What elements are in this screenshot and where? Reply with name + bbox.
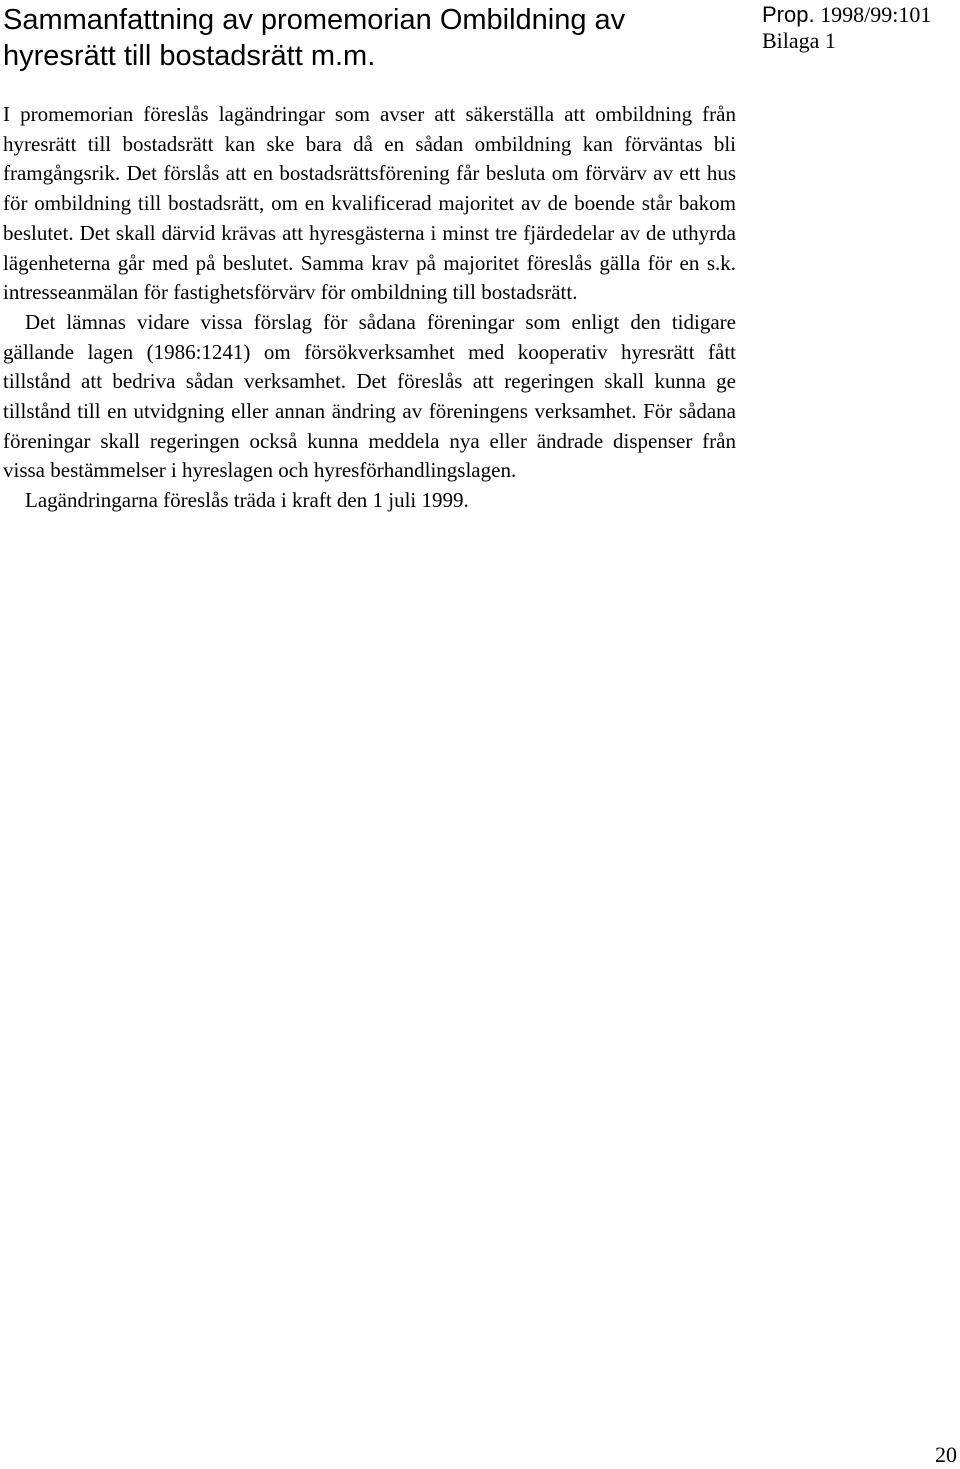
proposition-label: Prop.: [762, 2, 815, 27]
proposition-number: 1998/99:101: [820, 2, 932, 27]
proposition-reference: [762, 2, 957, 54]
document-title: Sammanfattning av promemorian Ombildning av hyresrätt till bostadsrätt m.m.: [3, 4, 626, 72]
page-number: 20: [935, 1442, 957, 1467]
summary-paragraph-1: I promemorian föreslås lagändringar som avser att säkerställa att ombildning från hyresrätt till bostadsrätt kan ske bara då en sådan ombildning kan förväntas bli framgångsrik. Det förslås att en bostadsrättsförening får besluta om förvärv av ett hus för ombildning till bostadsrätt, om en kvalificerad majoritet av de boende står bakom beslutet. Det skall därvid krävas att hyresgästerna i minst tre fjärdedelar av de uthyrda lägenheterna går med på beslutet. Samma krav på majoritet föreslås gälla för en s.k. intresseanmälan för fastighetsförvärv för ombildning till bostadsrätt.: [3, 102, 736, 305]
proposition-line: [762, 2, 957, 28]
appendix-label: Bilaga 1: [762, 28, 836, 53]
summary-paragraph-2: Det lämnas vidare vissa förslag för sådana föreningar som enligt den tidigare gällande lagen (1986:1241) om försökverksamhet med kooperativ hyresrätt fått tillstånd att bedriva sådan verksamhet. Det föreslås att regeringen skall kunna ge tillstånd till en utvidgning eller annan ändring av föreningens verksamhet. För sådana föreningar skall regeringen också kunna meddela nya eller ändrade dispenser från vissa bestämmelser i hyreslagen och hyresförhandlingslagen.: [3, 309, 736, 483]
summary-body: [3, 100, 736, 516]
summary-paragraph-3: Lagändringarna föreslås träda i kraft den 1 juli 1999.: [25, 488, 469, 513]
